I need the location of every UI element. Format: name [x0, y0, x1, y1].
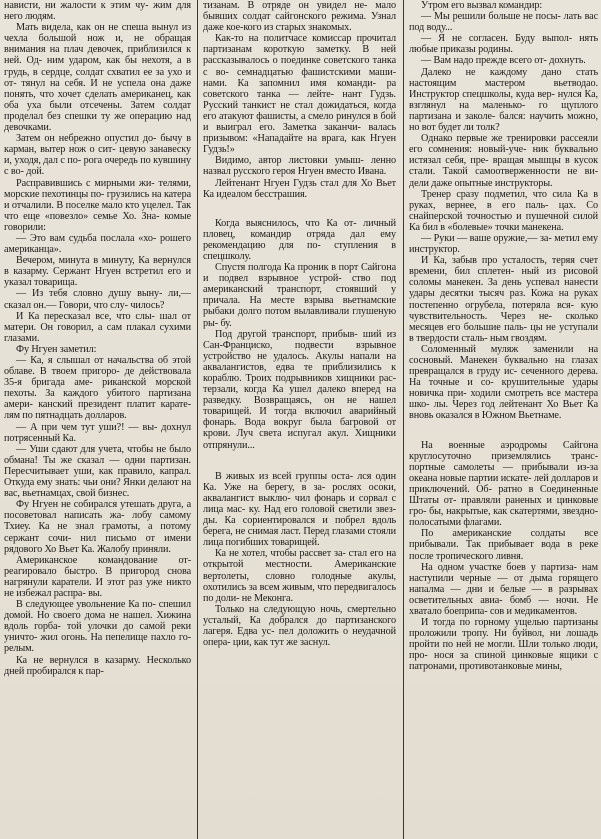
paragraph: Тренер сразу подметил, что сила Ка в руках, вернее, в его паль- цах. Со снайперской точностью и пушечной силой Ка бил в «болевые» точки манекена.: [409, 188, 598, 233]
paragraph: Соломенный муляж заменили на сосновый. Манекен буквально на глазах превращался в груду ис- сеченного дерева. На точные и со- крушительные удары новичка при- ходили смотреть все мастера шко- лы. Через год лейтенант Хо Вьет Ка вновь оказался в Южном Вьетнаме.: [409, 343, 598, 422]
paragraph: В следующее увольнение Ка по- спешил домой. Но своего дома не нашел. Хижина вдоль горба- той улочки до самой реки уничто- жил огонь. На пепелище пахло го- релым.: [4, 599, 191, 655]
paragraph: — Вам надо прежде всего от- дохнуть.: [421, 55, 586, 67]
paragraph: Лейтенант Нгуен Гудзь стал для Хо Вьет Ка идеалом бесстрашия.: [203, 177, 396, 200]
paragraph: — Мы решили больше не посы- лать вас под воду...: [409, 11, 598, 34]
section-break: [409, 422, 598, 440]
section-break: [203, 200, 396, 218]
paragraph: Американское командование от- реагировало быстро. В пригород снова нагрянули каратели. И этот раз уже никто не избежал распра- вы.: [4, 554, 191, 599]
paragraph: Затем он небрежно опустил до- бычу в карман, вытер нож о сит- цевую занавеску и, уходя, дал с по- рога очередь по кувшину с во- дой.: [4, 133, 191, 178]
paragraph: — Из тебя словно душу выну- ли,— сказал он.— Говори, что слу- чилось?: [4, 288, 191, 311]
paragraph: тизанам. В отряде он увидел не- мало бывших солдат сайгонского режима. Узнал даже кое-кого из старых знакомых.: [203, 0, 396, 34]
paragraph: Видимо, автор листовки умыш- ленно назвал русского героя Нгуен вместо Ивана.: [203, 155, 396, 178]
paragraph: Фу Нгуен заметил:: [16, 343, 97, 355]
paragraph: — Уши сдают для учета, чтобы не было обмана! Ты же сказал — одни партизан. Пересчитывает уши, как правило, капрал. Откуда ему знать: чьи они? Янки делают на вас, вьетнамцах, свой бизнес.: [4, 443, 191, 500]
paragraph: — Руки — ваше оружие,— за- метил ему инструктор.: [409, 232, 598, 256]
paragraph: Только на следующую ночь, смертельно усталый, Ка добрался до партизанского лагеря. Едва ус- пел доложить о неудачной опера- ции, как тут же заснул.: [203, 603, 396, 649]
paragraph: Когда выяснилось, что Ка от- личный пловец, командир отряда дал ему рекомендацию для по- ступления в спецшколу.: [203, 217, 396, 262]
paragraph: — А при чем тут уши?! — вы- дохнул потрясенный Ка.: [4, 421, 191, 444]
paragraph: И Ка, забыв про усталость, теряя счет времени, бил сплетен- ный из рисовой соломы манекен. За день успевал нанести удары десятки тысяч раз. Кожа на руках постепенно огрубела, потеряла вся- кую чувствительность. Через не- сколько месяцев его большие паль- цы не уступали в твердости сталь- ным гвоздям.: [409, 255, 598, 344]
paragraph: И Ка пересказал все, что слы- шал от матери. Он говорил, а сам плакал сухими глазами.: [4, 310, 191, 344]
paragraph: — Это вам судьба послала «хо- рошего американца».: [4, 232, 191, 256]
paragraph: Однако первые же тренировки рассеяли его сомнения: новый-уче- ник буквально истязал себя, пре- вращая мышцы в кусок стали. Такой самоотверженности не ви- дели даже опытные инструкторы.: [409, 133, 598, 189]
paragraph: На одном участке боев у партиза- нам наступили черные — от дыма горящего напалма — дни и белые — в разрывах осветительных авиа- бомб — ночи. Не хватало боеприпа- сов и медикаментов.: [409, 561, 598, 617]
column-divider: [197, 0, 198, 839]
text-column-1: [4, 0, 191, 839]
paragraph: — Я не согласен. Буду выпол- нять любые приказы родины.: [409, 33, 598, 56]
text-column-2: [203, 0, 396, 839]
paragraph: Спустя полгода Ка проник в порт Сайгона и подвел взрывное устрой- ство под американский транспорт, стоявший у причала. На месте взрыва вьетнамские рыбаки долго потом вылавливали глушеную ры- бу.: [203, 262, 396, 329]
paragraph: В живых из всей группы оста- лся один Ка. Уже на берегу, в за- рослях осоки, аквалангист выклю- чил фонарь и сорвал с лица мас- ку. Над его головой светили звез- ды. Ка сориентировался и побрел вдоль берега, не снимая ласт. Перед глазами стояли лица погибших товарищей.: [203, 470, 396, 549]
paragraph: Ка не вернулся в казарму. Несколько дней пробирался к пар-: [4, 654, 191, 677]
paragraph: Утром его вызвал командир:: [421, 0, 543, 11]
paragraph: По американские солдаты все прибывали. Так прибывает вода в реке после тропического ливня.: [409, 528, 598, 562]
paragraph: И тогда по горному ущелью партизаны проложили тропу. Ни буйвол, ни лошадь пройти по ней не могли. Шли только люди, про- нося за спиной цинковые ящики с патронами, противотанковые мины,: [409, 617, 598, 673]
paragraph: — Ка, я слышал от начальства об этой облаве. В твоем пригоро- де действовала 35-я бригада аме- риканской морской пехоты. За каждого убитого партизана амери- канский президент платит карате- лям по пятнадцать долларов.: [4, 355, 191, 422]
paragraph: На военные аэродромы Сайгона круглосуточно приземлялись транс- портные самолеты — прибывали из-за океана новые партии искате- лей долларов и приключений. Об- ратно в Соединенные Штаты от- правляли раненых и цинковые гро- бы, накрытые, как скатертями, звездно-полосатыми флагами.: [409, 439, 598, 529]
paragraph: Как-то на политчасе комиссар прочитал партизанам короткую заметку. В ней рассказывалось о поединке советского танка с во- семнадцатью фашистскими маши- нами. Ка запомнил имя команди- ра советского танка — лейте- нант Гудзь. Русский танкист не стал дожидаться, когда его атакуют фашисты, а смело ринулся в бой и выиграл его. Заметка заканчи- валась призывом: «Нападайте на врага, как Нгуен Гудзь!»: [203, 33, 396, 156]
paragraph: Расправившись с мирными жи- телями, морские пехотинцы по- грузились на катера и отчалили. В поселке мало кто уцелел. Так что еще «повезло» семье Хо. Зна- комые говорили:: [4, 177, 191, 233]
paragraph: нависти, ни жалости к этим чу- жим для него людям.: [4, 0, 191, 23]
paragraph: Далеко не каждому дано стать настоящим мастером вьетводао. Инструктор спецшколы, куда вер- нулся Ка, взглянул на маленько- го щуплого партизана и заколе- бался: научить можно, но вот будет ли толк?: [409, 66, 598, 134]
paragraph: Под другой транспорт, прибыв- ший из Сан-Франциско, подвести взрывное устройство не удалось. Акулы напали на аквалангистов, едва те приблизились к кораблю. Троих подрывников хищники рас- терзали, когда Ка ушел далеко вперед на разведку. Возвращаясь, он не нашел товарищей. И тогда включил аварийный фонарь. Вода вокруг была багровой от крови. Луч света испугал акул. Хищники отпрянули...: [203, 328, 396, 451]
text-column-3: [409, 0, 598, 839]
section-break: [203, 451, 396, 471]
paragraph: Мать видела, как он не спеша вынул из чехла большой нож и, не обращая внимания на плач девочек, приблизился к ней. Од- ним ударом, как бы нехотя, а в грудь, в сердце, солдат схватил ее за ухо и от- тянул на себя. И не успела она даже понять, что хочет сделать американец, как оба уха были отсечены. Затем солдат проделал без спешки ту же операцию над девочками.: [4, 22, 191, 134]
paragraph: Ка не хотел, чтобы рассвет за- стал его на открытой местности. Американские вертолеты, словно голодные акулы, охотились за всем живым, что передвигалось по доли- не Меконга.: [203, 548, 396, 604]
paragraph: Фу Нгуен не собирался утешать друга, а посоветовал написать жа- лобу самому Тхиеу. Ка не знал грамоты, а потому сержант сочи- нил письмо от имени рядового Хо Вьет Ка. Жалобу приняли.: [4, 499, 191, 555]
paragraph: Вечером, минута в минуту, Ка вернулся в казарму. Сержант Нгуен встретил его и указал товарища.: [4, 255, 191, 289]
column-divider: [403, 0, 404, 839]
